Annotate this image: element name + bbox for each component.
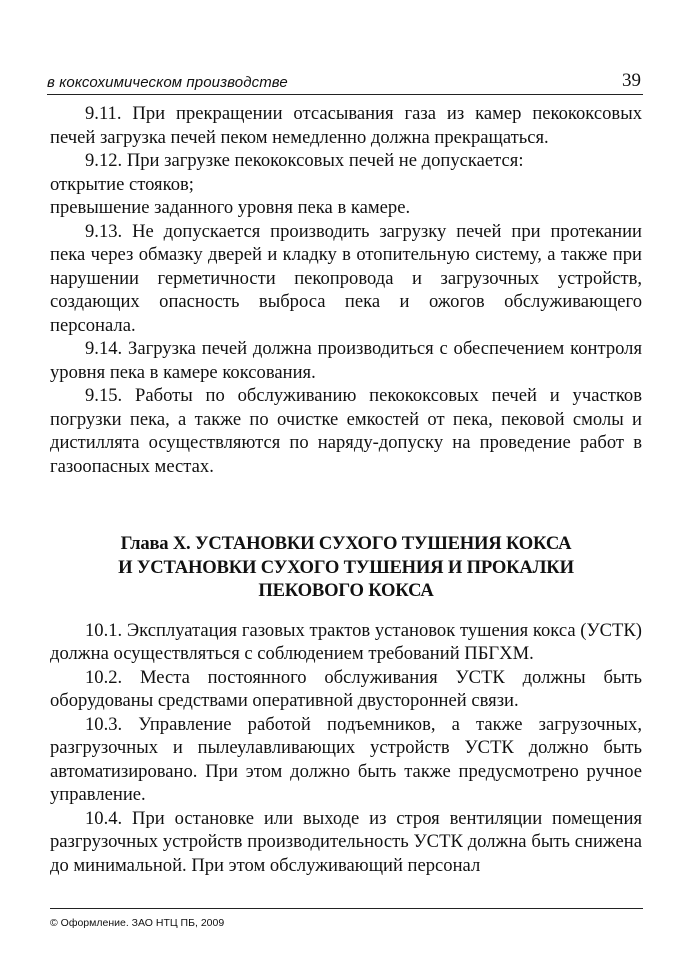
page-number: 39 — [622, 70, 641, 91]
footer-copyright: © Оформление. ЗАО НТЦ ПБ, 2009 — [50, 917, 225, 929]
running-header-title: в коксохимическом производстве — [47, 74, 288, 91]
chapter-heading: Глава X. УСТАНОВКИ СУХОГО ТУШЕНИЯ КОКСА И УСТАНОВКИ СУХОГО ТУШЕНИЯ И ПРОКАЛКИ ПЕКОВОГО КОКСА — [118, 533, 574, 601]
paragraph-10-1: 10.1. Эксплуатация газовых трактов установок тушения кокса (УСТК) должна осуществляться с соблюдением требований ПБГХМ. — [50, 619, 642, 664]
list-item-exceed-level: превышение заданного уровня пека в камере. — [50, 197, 411, 218]
paragraph-9-15: 9.15. Работы по обслуживанию пекококсовых печей и участков погрузки пека, а также по очистке емкостей от пека, пековой смолы и дистиллята осуществляются по наряду-допуску на проведение работ в газоопасных местах. — [50, 385, 642, 477]
page-footer — [50, 908, 643, 931]
paragraph-10-3: 10.3. Управление работой подъемников, а также загрузочных, разгрузочных и пылеулавливающих устройств УСТК должно быть автоматизировано. При этом должно быть также предусмотрено ручное управление. — [50, 713, 642, 805]
paragraph-10-2: 10.2. Места постоянного обслуживания УСТК должны быть оборудованы средствами оперативной двусторонней связи. — [50, 666, 642, 711]
paragraph-9-11: 9.11. При прекращении отсасывания газа из камер пекококсовых печей загрузка печей пеком немедленно должна прекращаться. — [50, 103, 642, 148]
paragraph-9-12: 9.12. При загрузке пекококсовых печей не допускается: — [85, 150, 524, 171]
running-header — [47, 70, 643, 95]
page-body — [50, 102, 642, 877]
paragraph-9-13: 9.13. Не допускается производить загрузку печей при протекании пека через обмазку дверей и кладку в отопительную систему, а также при нарушении герметичности пекопровода и загрузочных устройств, создающих опасность выброса пека и ожогов обслуживающего персонала. — [50, 220, 642, 336]
paragraph-10-4: 10.4. При остановке или выходе из строя вентиляции помещения разгрузочных устройств производительность УСТК должна быть снижена до минимальной. При этом обслуживающий персонал — [50, 807, 642, 876]
list-item-open-standpipes: открытие стояков; — [50, 173, 194, 195]
paragraph-9-14: 9.14. Загрузка печей должна производиться с обеспечением контроля уровня пека в камере коксования. — [50, 338, 642, 383]
